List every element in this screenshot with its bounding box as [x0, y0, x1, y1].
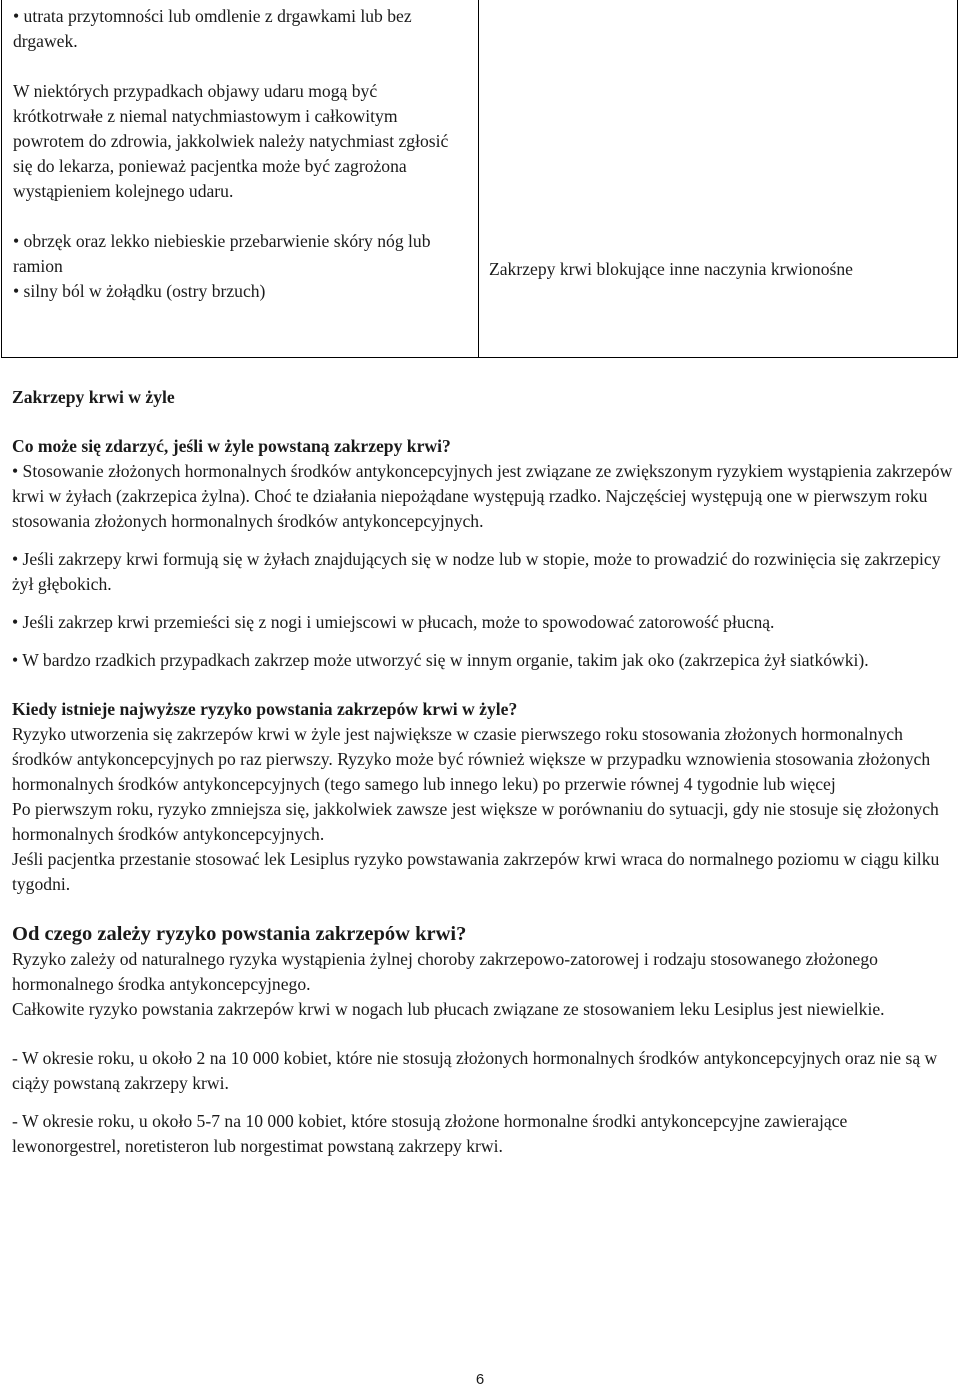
veins-bullet-4: • W bardzo rzadkich przypadkach zakrzep może utworzyć się w innym organie, takim jak oko (zakrzepica żył siatkówki).	[12, 650, 869, 670]
page-number: 6	[475, 1371, 485, 1388]
risk-para-2: Po pierwszym roku, ryzyko zmniejsza się, jakkolwiek zawsze jest większe w porównaniu do sytuacji, gdy nie stosuje się złożonych hormonalnych środków antykoncepcyjnych.	[12, 799, 939, 844]
table-left-bullet-2: • silny ból w żołądku (ostry brzuch)	[13, 281, 266, 301]
table-right-text: Zakrzepy krwi blokujące inne naczynia krwionośne	[489, 259, 853, 279]
veins-bullet-1: • Stosowanie złożonych hormonalnych środków antykoncepcyjnych jest związane ze zwiększonym ryzykiem wystąpienia zakrzepów krwi w żyłach (zakrzepica żylna). Choć te działania niepożądane występują rzadko. Najczęściej występują one w pierwszym roku stosowania złożonych hormonalnych środków antykoncepcyjnych.	[12, 461, 953, 531]
depends-para-3: - W okresie roku, u około 2 na 10 000 kobiet, które nie stosują złożonych hormonalnych środków antykoncepcyjnych oraz nie są w ciąży powstaną zakrzepy krwi.	[12, 1048, 938, 1093]
depends-para-4: - W okresie roku, u około 5-7 na 10 000 kobiet, które stosują złożone hormonalne środki antykoncepcyjne zawierające lewonorgestrel, noretisteron lub norgestimat powstaną zakrzepy krwi.	[12, 1111, 848, 1156]
section-heading-risk: Kiedy istnieje najwyższe ryzyko powstania zakrzepów krwi w żyle?	[12, 699, 518, 719]
symptoms-table	[1, 0, 958, 358]
section-question-veins: Co może się zdarzyć, jeśli w żyle powstaną zakrzepy krwi?	[12, 436, 451, 456]
risk-para-1: Ryzyko utworzenia się zakrzepów krwi w żyle jest największe w czasie pierwszego roku stosowania złożonych hormonalnych środków antykoncepcyjnych po raz pierwszy. Ryzyko może być również większe w przypadku wznowienia stosowania złożonych hormonalnych środków antykoncepcyjnych (tego samego lub innego leku) po przerwie równej 4 tygodnie lub więcej	[12, 724, 931, 794]
veins-bullet-3: • Jeśli zakrzep krwi przemieści się z nogi i umiejscowi w płucach, może to spowodować zatorowość płucną.	[12, 612, 775, 632]
table-left-para-2: W niektórych przypadkach objawy udaru mogą być krótkotrwałe z niemal natychmiastowym i całkowitym powrotem do zdrowia, jakkolwiek należy natychmiast zgłosić się do lekarza, ponieważ pacjentka może być zagrożona wystąpieniem kolejnego udaru.	[13, 81, 449, 201]
veins-bullet-2: • Jeśli zakrzepy krwi formują się w żyłach znajdujących się w nodze lub w stopie, może to prowadzić do rozwinięcia się zakrzepicy żył głębokich.	[12, 549, 941, 594]
depends-para-2: Całkowite ryzyko powstania zakrzepów krwi w nogach lub płucach związane ze stosowaniem leku Lesiplus jest niewielkie.	[12, 999, 885, 1019]
table-right-cell	[479, 0, 958, 358]
section-heading-depends: Od czego zależy ryzyko powstania zakrzepów krwi?	[12, 923, 467, 945]
table-left-para-1: • utrata przytomności lub omdlenie z drgawkami lub bez drgawek.	[13, 6, 412, 51]
table-left-cell	[2, 0, 479, 358]
risk-para-3: Jeśli pacjentka przestanie stosować lek Lesiplus ryzyko powstawania zakrzepów krwi wraca do normalnego poziomu w ciągu kilku tygodni.	[12, 849, 940, 894]
section-heading-veins: Zakrzepy krwi w żyle	[12, 387, 175, 407]
depends-para-1: Ryzyko zależy od naturalnego ryzyka wystąpienia żylnej choroby zakrzepowo-zatorowej i rodzaju stosowanego złożonego hormonalnego środka antykoncepcyjnego.	[12, 949, 878, 994]
table-left-bullet-1: • obrzęk oraz lekko niebieskie przebarwienie skóry nóg lub ramion	[13, 231, 431, 276]
document-body	[12, 385, 957, 1159]
